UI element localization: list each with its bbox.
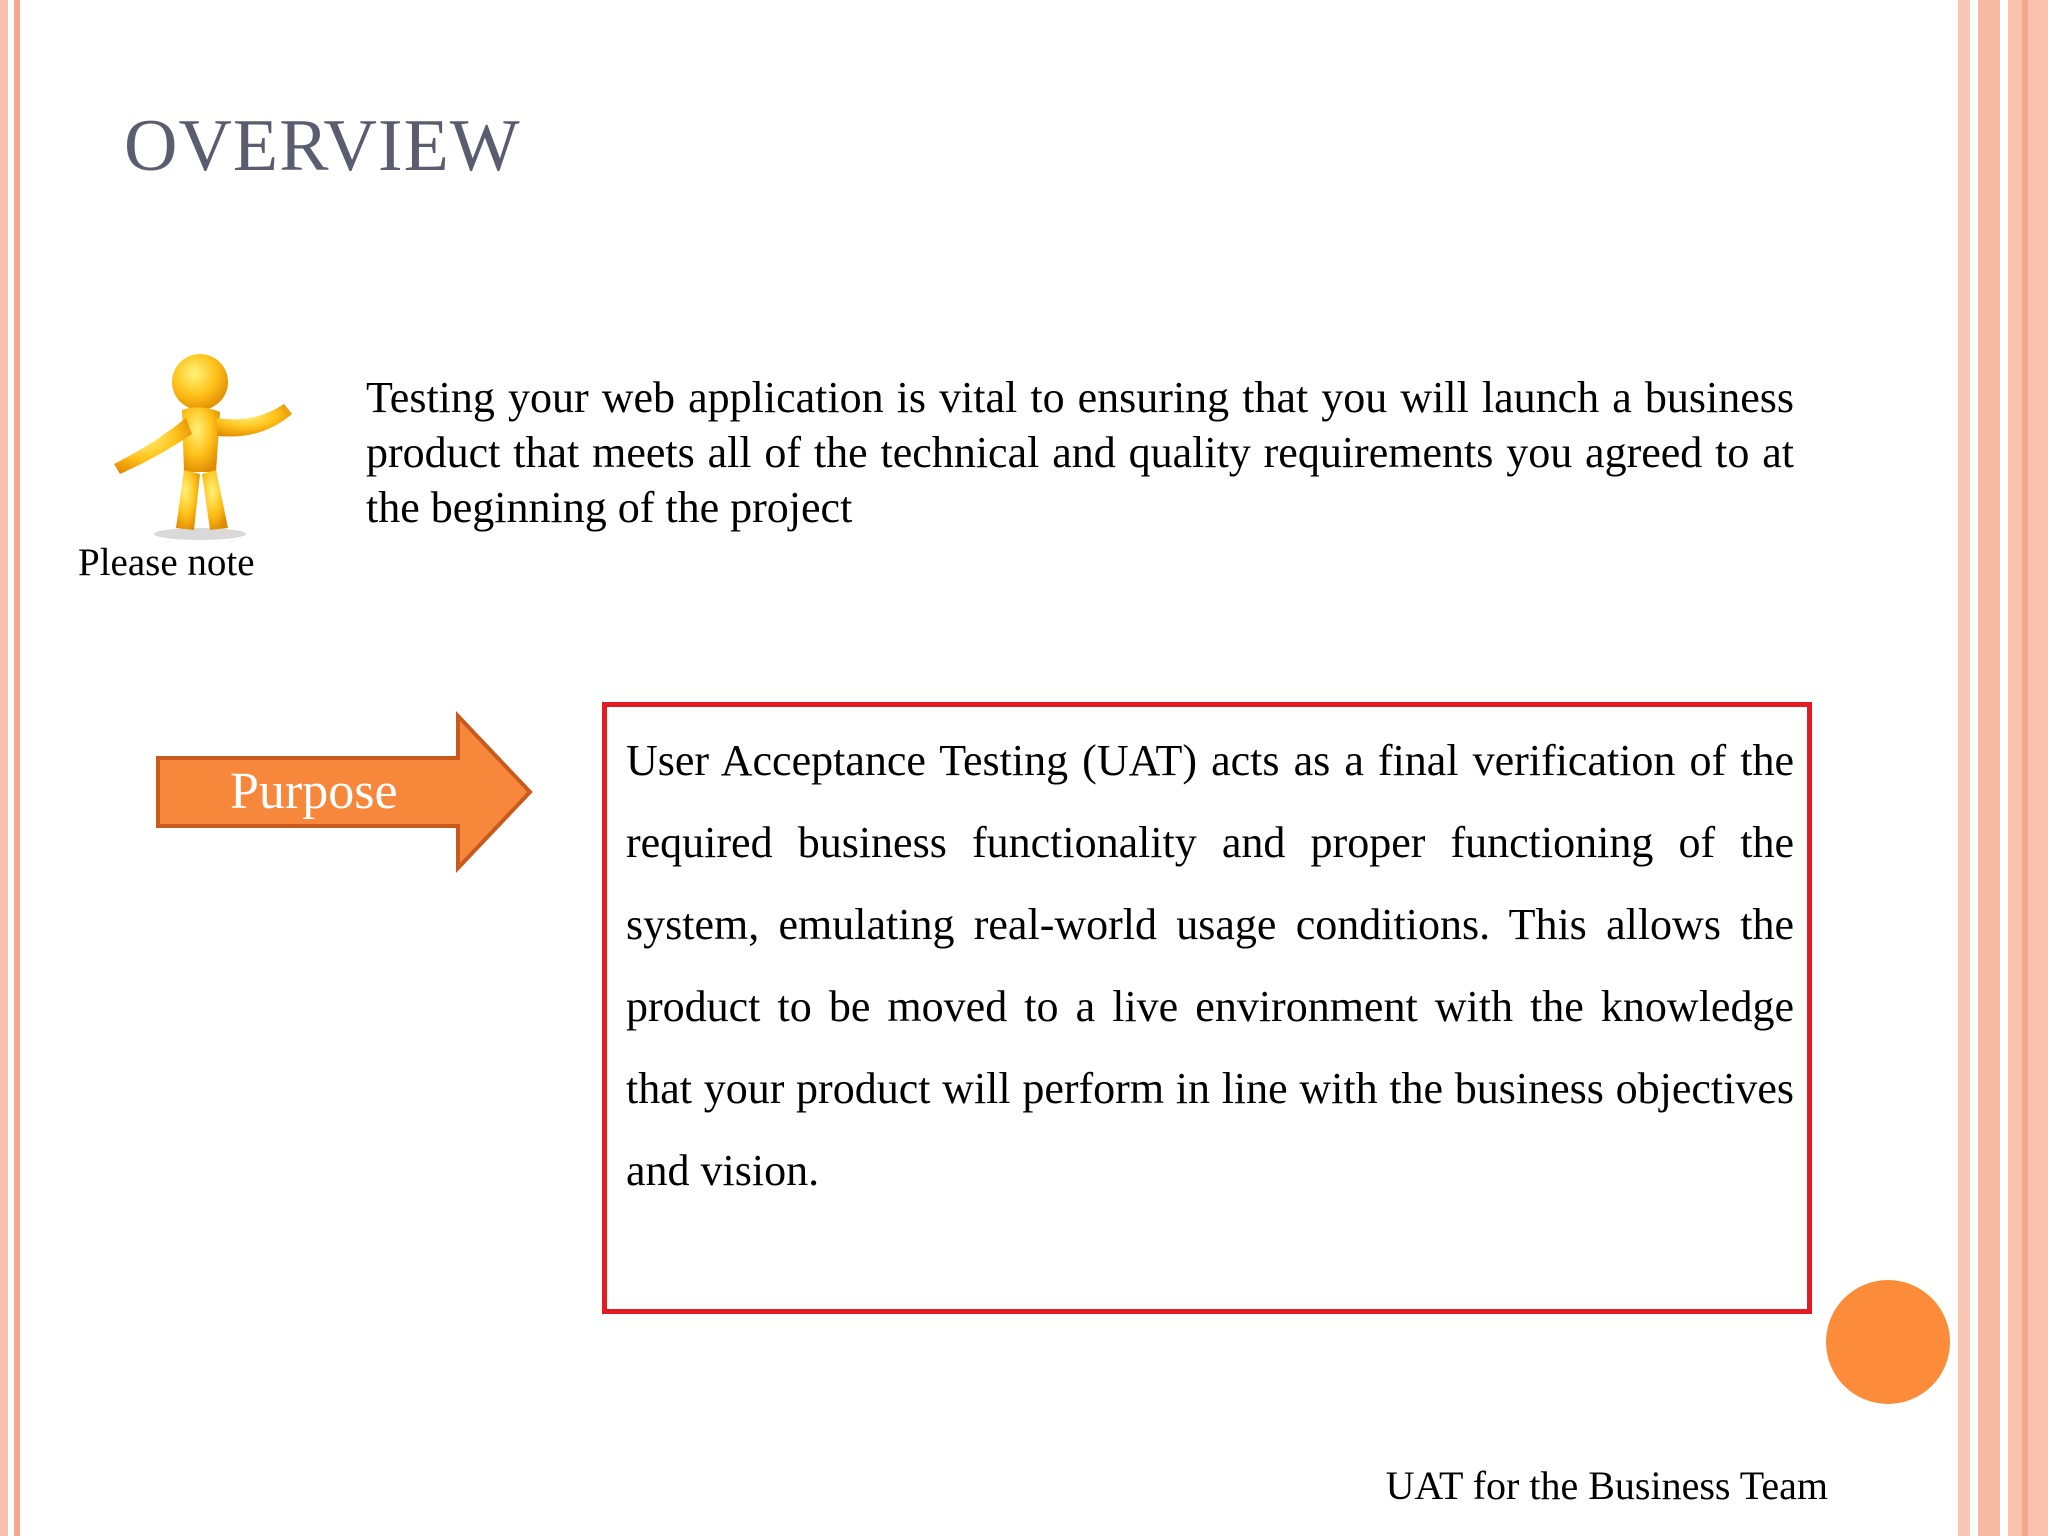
right-border-stripe-1: [1958, 0, 1970, 1536]
right-border-stripe-2: [1978, 0, 2000, 1536]
purpose-paragraph: User Acceptance Testing (UAT) acts as a final verification of the required business functionality and proper functioning of the system, emulating real-world usage conditions. This allows the product to be moved to a live environment with the knowledge that your product will perform in line with the business objectives and vision.: [626, 736, 1794, 1195]
slide-footer: UAT for the Business Team: [1385, 1463, 1828, 1508]
intro-paragraph: Testing your web application is vital to ensuring that you will launch a business product that meets all of the technical and quality requirements you agreed to at the beginning of the project: [366, 373, 1794, 532]
left-border-stripe-inner: [14, 0, 20, 1536]
right-border-stripe-4: [2022, 0, 2028, 1536]
right-border-stripe-3: [2008, 0, 2048, 1536]
person-pointing-icon: [104, 352, 304, 544]
figure-caption: Please note: [78, 541, 255, 584]
slide-title: OVERVIEW: [124, 105, 521, 187]
purpose-arrow-label: Purpose: [230, 763, 398, 820]
left-border-stripe: [0, 0, 8, 1536]
accent-dot: [1826, 1280, 1950, 1404]
